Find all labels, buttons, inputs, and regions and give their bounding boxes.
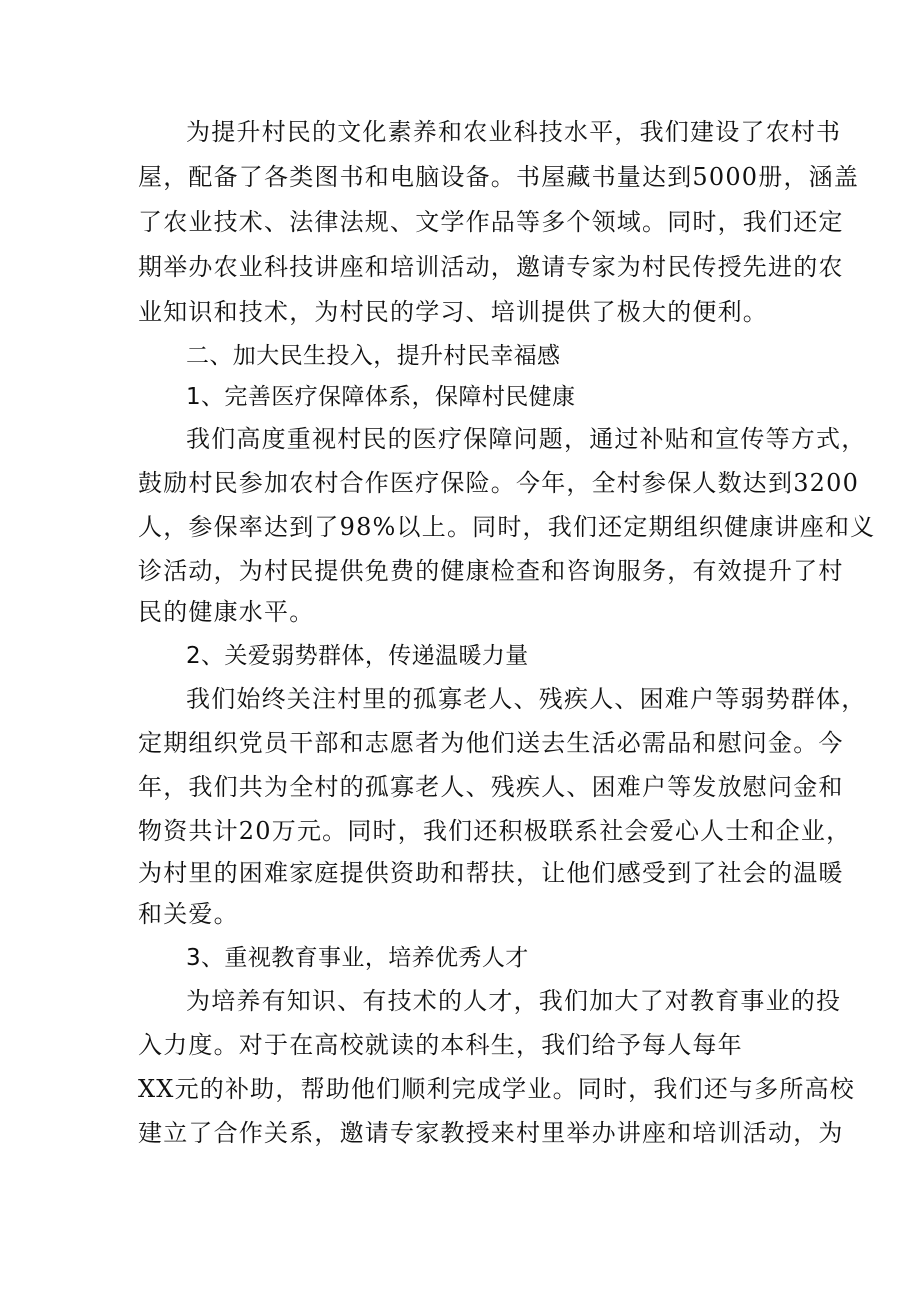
paragraph-1-line-1: 为提升村民的文化素养和农业科技水平，我们建设了农村书	[186, 118, 842, 146]
paragraph-2-line-1: 我们高度重视村民的医疗保障问题，通过补贴和宣传等方式，	[186, 425, 867, 453]
paragraph-2-line-5: 民的健康水平。	[138, 598, 315, 626]
section-2-heading: 二、加大民生投入，提升村民幸福感	[186, 343, 561, 369]
paragraph-3-line-3: 年，我们共为全村的孤寡老人、残疾人、困难户等发放慰问金和	[138, 773, 844, 801]
paragraph-3-line-5: 为村里的困难家庭提供资助和帮扶，让他们感受到了社会的温暖	[138, 859, 844, 887]
paragraph-2-line-4: 诊活动，为村民提供免费的健康检查和咨询服务，有效提升了村	[138, 557, 844, 585]
subsection-2-heading: 2、关爱弱势群体，传递温暖力量	[186, 643, 529, 669]
paragraph-1-line-3: 了农业技术、法律法规、文学作品等多个领域。同时，我们还定	[138, 208, 844, 236]
paragraph-2-line-2: 鼓励村民参加农村合作医疗保险。今年，全村参保人数达到3200	[138, 469, 860, 497]
paragraph-1-line-5: 业知识和技术，为村民的学习、培训提供了极大的便利。	[138, 298, 768, 326]
paragraph-3-line-6: 和关爱。	[138, 900, 239, 928]
subsection-3-heading: 3、重视教育事业，培养优秀人才	[186, 945, 529, 971]
paragraph-3-line-4: 物资共计20万元。同时，我们还积极联系社会爱心人士和企业，	[138, 817, 852, 845]
paragraph-3-line-2: 定期组织党员干部和志愿者为他们送去生活必需品和慰问金。今	[138, 729, 844, 757]
paragraph-1-line-4: 期举办农业科技讲座和培训活动，邀请专家为村民传授先进的农	[138, 253, 844, 281]
paragraph-4-line-3: XX元的补助，帮助他们顺利完成学业。同时，我们还与多所高校	[138, 1075, 855, 1103]
paragraph-4-line-4: 建立了合作关系，邀请专家教授来村里举办讲座和培训活动，为	[138, 1119, 844, 1147]
paragraph-2-line-3: 人，参保率达到了98%以上。同时，我们还定期组织健康讲座和义	[138, 513, 876, 541]
subsection-1-heading: 1、完善医疗保障体系，保障村民健康	[186, 384, 576, 410]
paragraph-4-line-2: 入力度。对于在高校就读的本科生，我们给予每人每年	[138, 1031, 743, 1059]
paragraph-1-line-2: 屋，配备了各类图书和电脑设备。书屋藏书量达到5000册，涵盖	[138, 163, 860, 191]
paragraph-4-line-1: 为培养有知识、有技术的人才，我们加大了对教育事业的投	[186, 987, 842, 1015]
paragraph-3-line-1: 我们始终关注村里的孤寡老人、残疾人、困难户等弱势群体，	[186, 685, 867, 713]
